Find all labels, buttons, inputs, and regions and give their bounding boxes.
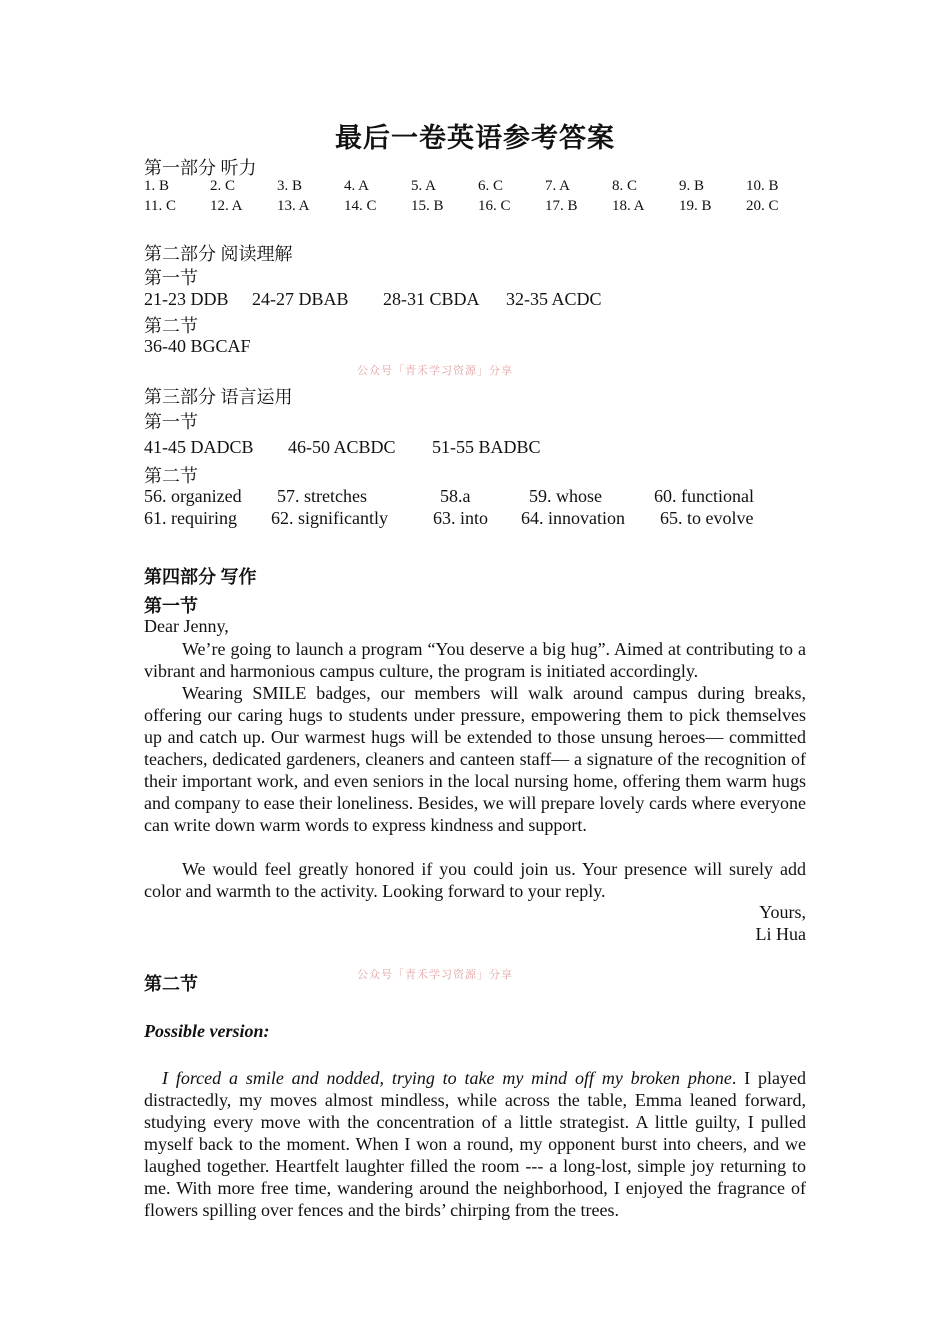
answer-item: 58.a [440, 486, 471, 506]
letter-salutation: Dear Jenny, [144, 616, 229, 636]
letter-signature: Li Hua [755, 924, 806, 944]
answer-item: 18. A [612, 198, 645, 214]
part3-heading: 第三部分 语言运用 [144, 387, 293, 407]
answer-item: 7. A [545, 178, 571, 194]
answer-group: 24-27 DBAB [252, 289, 349, 309]
answer-item: 64. innovation [521, 508, 625, 528]
answer-group: 21-23 DDB [144, 289, 229, 309]
answer-item: 4. A [344, 178, 370, 194]
answer-group: 41-45 DADCB [144, 437, 254, 457]
watermark: 公众号「青禾学习资源」分享 [357, 969, 513, 981]
answer-item: 62. significantly [271, 508, 388, 528]
answer-group: 28-31 CBDA [383, 289, 480, 309]
answer-item: 9. B [679, 178, 705, 194]
letter-closing: Yours, [759, 902, 806, 922]
page-title: 最后一卷英语参考答案 [335, 123, 615, 154]
story-opening-sentence: I forced a smile and nodded, trying to take my mind off my broken phone [162, 1068, 732, 1088]
answer-item: 11. C [144, 198, 176, 214]
answer-item: 6. C [478, 178, 504, 194]
letter-paragraph: We’re going to launch a program “You deserve a big hug”. Aimed at contributing to a vibrant and harmonious campus culture, the program is initiated accordingly. [144, 639, 806, 681]
answer-group: 46-50 ACBDC [288, 437, 396, 457]
answer-item: 56. organized [144, 486, 242, 506]
part2-section2-label: 第二节 [144, 316, 198, 336]
part2-heading: 第二部分 阅读理解 [144, 244, 293, 264]
answer-group: 36-40 BGCAF [144, 336, 251, 356]
answer-item: 10. B [746, 178, 779, 194]
part3-section2-label: 第二节 [144, 466, 198, 486]
part3-section1-label: 第一节 [144, 412, 198, 432]
answer-item: 2. C [210, 178, 236, 194]
answer-group: 51-55 BADBC [432, 437, 541, 457]
answer-item: 20. C [746, 198, 779, 214]
watermark: 公众号「青禾学习资源」分享 [357, 365, 513, 377]
part1-heading: 第一部分 听力 [144, 158, 257, 178]
answer-item: 57. stretches [277, 486, 367, 506]
answer-item: 61. requiring [144, 508, 237, 528]
answer-group: 32-35 ACDC [506, 289, 602, 309]
letter-paragraph: Wearing SMILE badges, our members will walk around campus during breaks, offering our caring hugs to students under pressure, empowering them to pick themselves up and catch up. Our warmest hugs will be extended to those unsung heroes— committed teachers, dedicated gardeners, cleaners and canteen staff— a signature of the recognition of their important work, and even seniors in the local nursing home, offering them warm hugs and company to ease their loneliness. Besides, we will prepare lovely cards where everyone can write down warm words to express kindness and support. [144, 683, 806, 835]
answer-item: 59. whose [529, 486, 602, 506]
part2-section1-label: 第一节 [144, 268, 198, 288]
story-continuation: . I played distractedly, my moves almost mindless, while across the table, Emma leaned forward, studying every move with the concentration of a little strategist. A little guilty, I pulled myself back to the moment. When I won a round, my opponent burst into cheers, and we laughed together. Heartfelt laughter filled the room --- a long-lost, simple joy returning to me. With more free time, wandering around the neighborhood, I enjoyed the fragrance of flowers spilling over fences and the birds’ chirping from the trees. [144, 1068, 806, 1220]
possible-version-label: Possible version: [144, 1021, 270, 1041]
answer-item: 5. A [411, 178, 437, 194]
answer-item: 1. B [144, 178, 170, 194]
answer-item: 60. functional [654, 486, 754, 506]
answer-item: 65. to evolve [660, 508, 754, 528]
answer-item: 16. C [478, 198, 511, 214]
answer-item: 13. A [277, 198, 310, 214]
part4-heading: 第四部分 写作 [144, 567, 257, 587]
answer-item: 19. B [679, 198, 712, 214]
letter-paragraph: We would feel greatly honored if you could join us. Your presence will surely add color and warmth to the activity. Looking forward to your reply. [144, 859, 806, 901]
part4-section1-label: 第一节 [144, 596, 198, 616]
answer-item: 17. B [545, 198, 578, 214]
answer-item: 63. into [433, 508, 489, 528]
part4-section2-label: 第二节 [144, 974, 198, 994]
answer-item: 14. C [344, 198, 377, 214]
story-paragraph [144, 1067, 806, 1221]
answer-item: 15. B [411, 198, 444, 214]
answer-item: 12. A [210, 198, 243, 214]
answer-item: 3. B [277, 178, 303, 194]
answer-item: 8. C [612, 178, 638, 194]
